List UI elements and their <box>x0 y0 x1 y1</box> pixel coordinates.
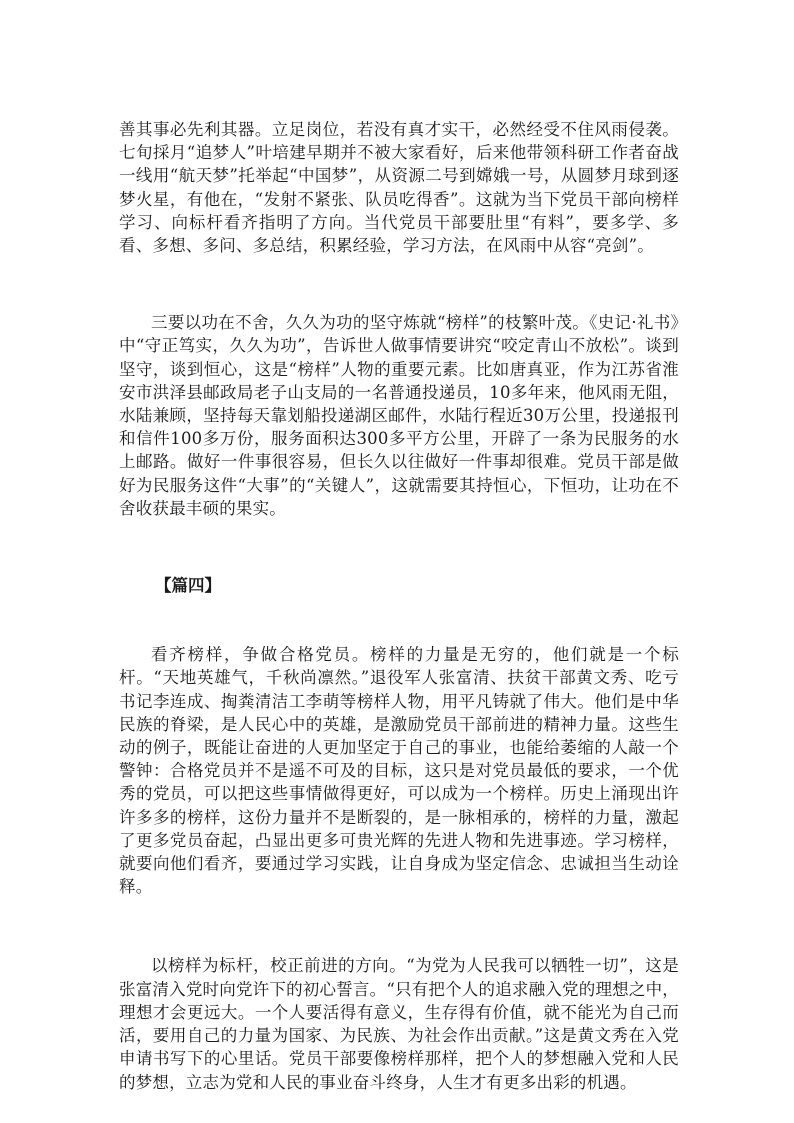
paragraph-continuation: 善其事必先利其器。立足岗位，若没有真才实干，必然经受不住风雨侵袭。七旬採月“追梦人”叶培建早期并不被大家看好，后来他带领科研工作者奋战一线用“航天梦”托举起“中国梦”，从资源二号到嫦娥一号，从圆梦月球到逐梦火星，有他在，“发射不紧张、队员吃得香”。这就为当下党员干部向榜样学习、向标杆看齐指明了方向。当代党员干部要肚里“有料”，要多学、多看、多想、多问、多总结，积累经验，学习方法，在风雨中从容“亮剑”。 <box>119 120 679 256</box>
section-heading: 【篇四】 <box>155 576 221 596</box>
document-page <box>119 118 679 1094</box>
paragraph-third-point: 三要以功在不舍，久久为功的坚守炼就“榜样”的枝繁叶茂。《史记·礼书》中“守正笃实，久久为功”，告诉世人做事情要讲究“咬定青山不放松”。谈到坚守，谈到恒心，这是“榜样”人物的重要元素。比如唐真亚，作为江苏省淮安市洪泽县邮政局老子山支局的一名普通投递员，10多年来，他风雨无阻，水陆兼顾，坚持每天靠划船投递湖区邮件，水陆行程近30万公里，投递报刊和信件100多万份，服务面积达300多平方公里，开辟了一条为民服务的水上邮路。做好一件事很容易，但长久以往做好一件事却很难。党员干部是做好为民服务这件“大事”的“关键人”，这就需要其持恒心，下恒功，让功在不舍收获最丰硕的果实。 <box>119 313 679 518</box>
paragraph-role-model-benchmark: 以榜样为标杆，校正前进的方向。“为党为人民我可以牺牲一切”，这是张富清入党时向党许下的初心誓言。“只有把个人的追求融入党的理想之中，理想才会更远大。一个人要活得有意义，生存得有价值，就不能光为自己而活，要用自己的力量为国家、为民族、为社会作出贡献。”这是黄文秀在入党申请书写下的心里话。党员干部要像榜样那样，把个人的梦想融入党和人民的梦想，立志为党和人民的事业奋斗终身，人生才有更多出彩的机遇。 <box>119 956 679 1092</box>
paragraph-follow-role-models: 看齐榜样，争做合格党员。榜样的力量是无穷的，他们就是一个标杆。“天地英雄气，千秋尚凛然。”退役军人张富清、扶贫干部黄文秀、吃亏书记李连成、掏粪清洁工李萌等榜样人物，用平凡铸就了伟大。他们是中华民族的脊梁，是人民心中的英雄，是激励党员干部前进的精神力量。这些生动的例子，既能让奋进的人更加坚定于自己的事业，也能给萎缩的人敲一个警钟：合格党员并不是遥不可及的目标，这只是对党员最低的要求，一个优秀的党员，可以把这些事情做得更好，可以成为一个榜样。历史上涌现出许许多多的榜样，这份力量并不是断裂的，是一脉相承的，榜样的力量，激起了更多党员奋起，凸显出更多可贵光辉的先进人物和先进事迹。学习榜样，就要向他们看齐，要通过学习实践，让自身成为坚定信念、忠诚担当生动诠释。 <box>119 645 679 897</box>
